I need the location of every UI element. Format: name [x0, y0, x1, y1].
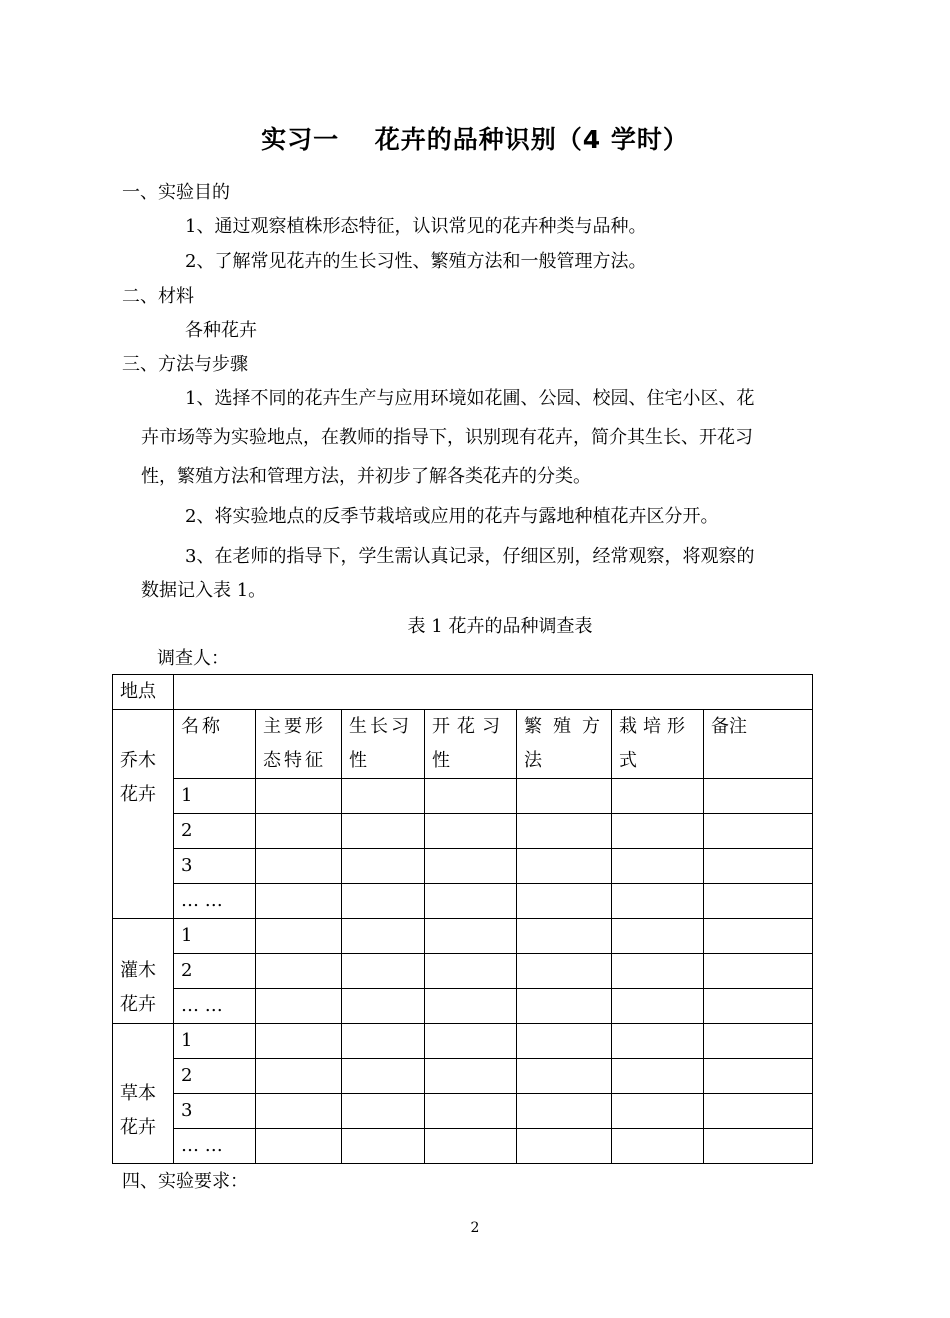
- method-para-3-line-2: 数据记入表 1。: [141, 580, 267, 601]
- row-index: … …: [174, 1129, 256, 1164]
- header-name: 名称: [174, 710, 256, 779]
- survey-table: [112, 674, 813, 1164]
- table-row: [113, 814, 813, 849]
- method-para-2: 2、将实验地点的反季节栽培或应用的花卉与露地种植花卉区分开。: [185, 506, 719, 527]
- table-row: [113, 1059, 813, 1094]
- table-row: [113, 849, 813, 884]
- method-para-1-line-2: 卉市场等为实验地点，在教师的指导下，识别现有花卉，简介其生长、开花习: [141, 427, 753, 448]
- row-index: 2: [174, 1059, 256, 1094]
- method-para-1-line-1: 1、选择不同的花卉生产与应用环境如花圃、公园、校园、住宅小区、花: [185, 388, 755, 409]
- table-row: [113, 884, 813, 919]
- header-propagation: 繁殖方法: [517, 710, 612, 779]
- table-row: [113, 1024, 813, 1059]
- table-row: [113, 919, 813, 954]
- table-row: [113, 1094, 813, 1129]
- page-title: 实习一 花卉的品种识别（4 学时）: [261, 125, 689, 154]
- header-morphology: 主要形态特征: [256, 710, 342, 779]
- section-heading-materials: 二、材料: [122, 286, 194, 307]
- purpose-item-1: 1、通过观察植株形态特征，认识常见的花卉种类与品种。: [185, 216, 647, 237]
- header-flowering-habit: 开花习性: [425, 710, 517, 779]
- materials-text: 各种花卉: [185, 320, 257, 341]
- category-shrubs: 灌木花卉: [113, 919, 174, 1024]
- header-growth-habit: 生长习性: [342, 710, 425, 779]
- row-index: 1: [174, 919, 256, 954]
- row-index: 2: [174, 814, 256, 849]
- category-trees: 乔木花卉: [113, 710, 174, 919]
- section-heading-purpose: 一、实验目的: [122, 182, 230, 203]
- category-herbs: 草本花卉: [113, 1024, 174, 1164]
- row-index: 3: [174, 1094, 256, 1129]
- investigator-label: 调查人：: [157, 648, 229, 669]
- method-para-1-line-3: 性，繁殖方法和管理方法，并初步了解各类花卉的分类。: [141, 466, 591, 487]
- location-value[interactable]: [174, 675, 813, 710]
- row-index: 2: [174, 954, 256, 989]
- table-row: [113, 989, 813, 1024]
- row-index: 1: [174, 1024, 256, 1059]
- row-index: … …: [174, 884, 256, 919]
- table-row: [113, 1129, 813, 1164]
- row-index: 1: [174, 779, 256, 814]
- table-row: [113, 779, 813, 814]
- location-label: 地点: [113, 675, 174, 710]
- row-index: … …: [174, 989, 256, 1024]
- header-cultivation: 栽培形式: [612, 710, 704, 779]
- header-remarks: 备注: [704, 710, 813, 779]
- method-para-3-line-1: 3、在老师的指导下，学生需认真记录，仔细区别，经常观察，将观察的: [185, 546, 755, 567]
- section-heading-requirements: 四、实验要求：: [122, 1171, 248, 1192]
- page-number: 2: [470, 1220, 480, 1236]
- table-row: [113, 954, 813, 989]
- row-index: 3: [174, 849, 256, 884]
- section-heading-methods: 三、方法与步骤: [122, 354, 248, 375]
- table-caption: 表 1 花卉的品种调查表: [407, 616, 593, 637]
- purpose-item-2: 2、了解常见花卉的生长习性、繁殖方法和一般管理方法。: [185, 251, 647, 272]
